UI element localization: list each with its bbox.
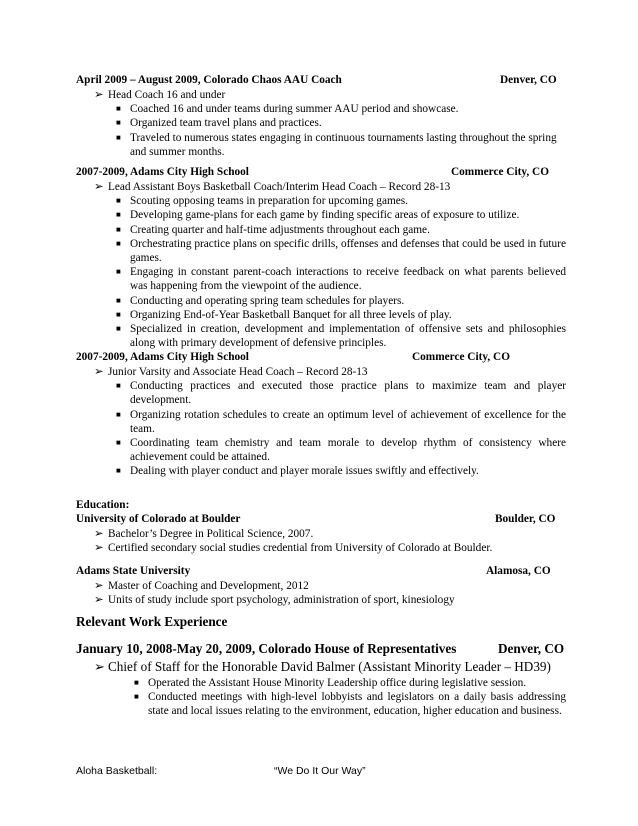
square-bullet-icon: ■: [116, 466, 121, 476]
education-text: Master of Coaching and Development, 2012: [108, 580, 309, 592]
duty-text: Creating quarter and half-time adjustments throughout each game.: [130, 223, 430, 236]
job-title: January 10, 2008-May 20, 2009, Colorado House of Representatives: [76, 641, 457, 656]
education-item: [76, 579, 566, 593]
duty-item: [76, 690, 566, 718]
job-location: Denver, CO: [500, 74, 557, 86]
role-line: [76, 88, 566, 102]
arrow-bullet-icon: ➢: [94, 89, 104, 101]
relevant-job-entry: [76, 641, 566, 718]
square-bullet-icon: ■: [116, 238, 121, 248]
duty-text: Conducting and operating spring team schedules for players.: [130, 294, 405, 307]
footer-right: “We Do It Our Way”: [274, 765, 366, 777]
job-title: 2007-2009, Adams City High School: [76, 351, 249, 363]
duty-item: [76, 294, 566, 308]
duty-text: Scouting opposing teams in preparation for upcoming games.: [130, 195, 408, 208]
square-bullet-icon: ■: [116, 381, 121, 391]
arrow-bullet-icon: ➢: [94, 594, 104, 607]
square-bullet-icon: ■: [134, 691, 139, 701]
role-line: [76, 659, 566, 676]
duty-item: [76, 379, 566, 407]
job-location: Commerce City, CO: [451, 166, 549, 178]
education-text: Units of study include sport psychology, administration of sport, kinesiology: [108, 594, 455, 607]
arrow-bullet-icon: ➢: [94, 542, 104, 555]
square-bullet-icon: ■: [116, 267, 121, 277]
education-text: Bachelor’s Degree in Political Science, 2007.: [108, 528, 314, 541]
role-title: Junior Varsity and Associate Head Coach – Record 28-13: [108, 366, 368, 378]
relevant-heading: Relevant Work Experience: [76, 614, 228, 629]
duty-text: Coordinating team chemistry and team morale to develop rhythm of consistency where achievement could be attained.: [130, 437, 566, 464]
job-entry-chaos: [76, 73, 566, 159]
square-bullet-icon: ■: [116, 132, 121, 142]
square-bullet-icon: ■: [116, 224, 121, 234]
role-line: [76, 180, 566, 194]
arrow-bullet-icon: ➢: [94, 181, 104, 193]
education-item: [76, 593, 566, 607]
duty-item: [76, 194, 566, 208]
duty-item: [76, 676, 566, 690]
role-title: Chief of Staff for the Honorable David Balmer (Assistant Minority Leader – HD39): [108, 659, 551, 674]
duty-text: Organizing rotation schedules to create an optimum level of achievement of excellence for the team.: [130, 408, 566, 435]
school-name: University of Colorado at Boulder: [76, 513, 241, 526]
duty-item: [76, 223, 566, 237]
education-section: [76, 498, 566, 556]
job-entry-adams-lead: [76, 165, 566, 350]
school-location: Boulder, CO: [495, 513, 556, 526]
duty-item: [76, 208, 566, 222]
duty-text: Conducted meetings with high-level lobbyists and legislators on a daily basis addressing state and local issues relating to the environment, education, higher education and business.: [148, 690, 566, 717]
square-bullet-icon: ■: [116, 104, 121, 114]
duty-item: [76, 131, 566, 159]
school-location: Alamosa, CO: [486, 565, 551, 577]
duty-item: [76, 322, 566, 350]
job-entry-adams-jv: [76, 350, 566, 479]
role-title: Head Coach 16 and under: [108, 89, 226, 101]
arrow-bullet-icon: ➢: [94, 366, 104, 378]
job-title: 2007-2009, Adams City High School: [76, 166, 249, 178]
school-header: [76, 564, 566, 579]
footer-left: Aloha Basketball:: [76, 765, 158, 777]
education-heading: Education:: [76, 499, 130, 511]
square-bullet-icon: ■: [116, 196, 121, 206]
duty-item: [76, 237, 566, 265]
square-bullet-icon: ■: [116, 438, 121, 448]
duty-text: Dealing with player conduct and player morale issues swiftly and effectively.: [130, 465, 479, 478]
duty-item: [76, 408, 566, 436]
job-header: [76, 73, 566, 88]
duty-item: [76, 308, 566, 322]
arrow-bullet-icon: ➢: [94, 659, 106, 674]
education-text: Certified secondary social studies credential from University of Colorado at Boulder.: [108, 542, 493, 555]
square-bullet-icon: ■: [134, 677, 139, 687]
job-title: April 2009 – August 2009, Colorado Chaos AAU Coach: [76, 74, 342, 86]
education-item: [76, 541, 566, 555]
square-bullet-icon: ■: [116, 409, 121, 419]
duty-text: Developing game-plans for each game by finding specific areas of exposure to utilize.: [130, 209, 520, 222]
square-bullet-icon: ■: [116, 210, 121, 220]
education-item: [76, 527, 566, 541]
duty-item: [76, 102, 566, 116]
job-location: Denver, CO: [498, 641, 565, 656]
duty-text: Organizing End-of-Year Basketball Banquet for all three levels of play.: [130, 308, 452, 321]
duty-text: Coached 16 and under teams during summer AAU period and showcase.: [130, 103, 459, 116]
arrow-bullet-icon: ➢: [94, 528, 104, 541]
job-header: [76, 350, 566, 365]
square-bullet-icon: ■: [116, 118, 121, 128]
duty-item: [76, 265, 566, 293]
duty-text: Organized team travel plans and practices.: [130, 117, 322, 130]
square-bullet-icon: ■: [116, 324, 121, 334]
duty-text: Orchestrating practice plans on specific drills, offenses and defenses that could be used in future games.: [130, 237, 566, 265]
duty-text: Operated the Assistant House Minority Leadership office during legislative session.: [148, 676, 527, 689]
duty-item: [76, 116, 566, 130]
school-header: [76, 512, 566, 527]
square-bullet-icon: ■: [116, 309, 121, 319]
duty-text: Conducting practices and executed those practice plans to maximize team and player development.: [130, 380, 566, 407]
arrow-bullet-icon: ➢: [94, 580, 104, 592]
job-location: Commerce City, CO: [412, 351, 510, 363]
square-bullet-icon: ■: [116, 295, 121, 305]
duty-item: [76, 464, 566, 478]
job-header: [76, 641, 566, 659]
education-section-adams: [76, 564, 566, 607]
role-line: [76, 365, 566, 379]
role-title: Lead Assistant Boys Basketball Coach/Interim Head Coach – Record 28-13: [108, 181, 451, 193]
duty-item: [76, 436, 566, 464]
job-header: [76, 165, 566, 180]
school-name: Adams State University: [76, 565, 191, 577]
duty-text: Traveled to numerous states engaging in continuous tournaments lasting throughout the spring and summer months.: [130, 131, 557, 158]
duty-text: Engaging in constant parent-coach interactions to receive feedback on what parents believed was happening from the viewpoint of the audience.: [130, 266, 566, 293]
duty-text: Specialized in creation, development and implementation of offensive sets and philosophies along with primary development of defensive principles.: [130, 323, 566, 350]
